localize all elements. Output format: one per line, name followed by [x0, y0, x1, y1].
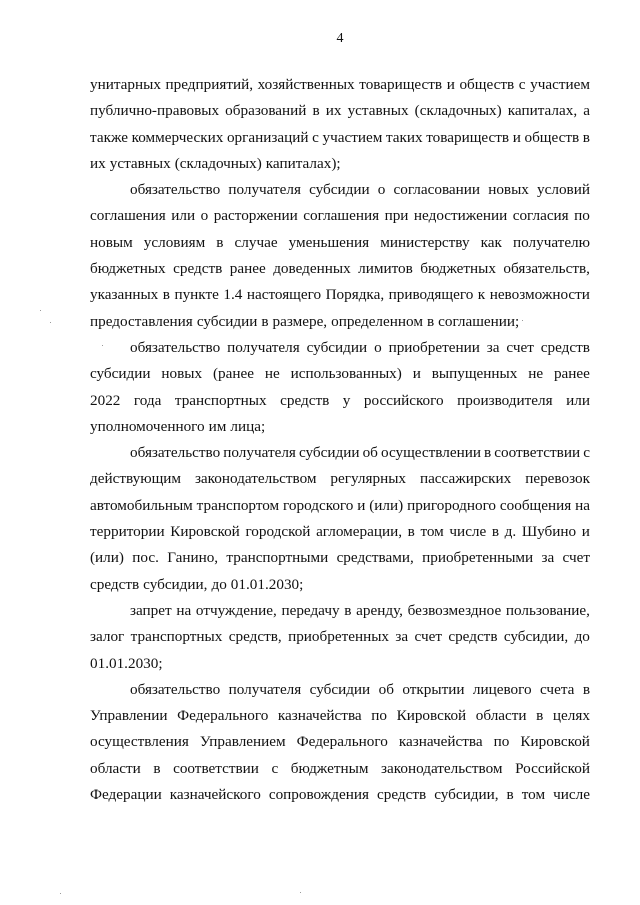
page-number: 4	[336, 31, 344, 46]
word: транспортных	[174, 391, 267, 409]
word: использованных)	[290, 365, 402, 383]
word: субсидии,	[434, 786, 499, 804]
word: участием	[530, 76, 590, 93]
word: приобретенных	[288, 628, 390, 646]
word: Федерации	[90, 786, 162, 804]
word: 2022	[90, 391, 121, 409]
word: коммерческих	[131, 128, 224, 146]
word: их	[325, 102, 342, 120]
word: д.	[504, 523, 517, 541]
word: сообщения	[499, 496, 572, 514]
text-line	[90, 703, 590, 729]
word: бюджетным	[290, 759, 369, 777]
word: открытии	[402, 680, 465, 698]
word: Федерального	[177, 707, 269, 725]
word: средств	[90, 575, 140, 593]
text-line	[90, 125, 590, 151]
word: новых	[488, 181, 529, 199]
text-line	[90, 729, 590, 755]
word: законодательством	[381, 759, 503, 777]
text-line	[90, 466, 590, 492]
word: Российской	[515, 759, 590, 777]
text-line	[90, 256, 590, 282]
word: автомобильным	[90, 496, 193, 514]
word: аренду,	[356, 601, 403, 619]
word: (или)	[90, 549, 124, 567]
word: передачу	[281, 601, 340, 619]
word: предприятий,	[165, 76, 254, 93]
word: соглашения	[303, 207, 380, 225]
word: с	[518, 76, 526, 93]
word: пункте	[174, 286, 219, 304]
word: обязательство	[130, 444, 221, 462]
word: или	[566, 391, 590, 409]
word: территории	[90, 523, 165, 541]
word: области	[90, 759, 141, 777]
word: и	[446, 76, 455, 93]
word: осуществления	[90, 733, 189, 751]
word: Управлением	[199, 733, 286, 751]
word: года	[133, 391, 162, 409]
word: транспортными	[226, 549, 329, 567]
word: по	[371, 707, 387, 725]
word: 01.01.2030;	[230, 575, 304, 593]
word: с	[583, 444, 590, 462]
word: унитарных	[90, 76, 161, 93]
word: транспортных	[130, 628, 223, 646]
text-line	[90, 414, 590, 440]
word: приобретенными	[422, 549, 534, 567]
word: в	[484, 444, 492, 462]
word: об	[378, 680, 394, 698]
word: условий	[537, 181, 590, 199]
word: пос.	[132, 549, 159, 567]
text-line	[90, 309, 590, 335]
word: пригородного	[407, 496, 497, 514]
word: ранее	[553, 365, 590, 383]
word: в	[582, 680, 590, 698]
word: субсидии	[298, 444, 360, 462]
word: образований	[225, 102, 307, 120]
word: том	[521, 786, 546, 804]
word: с	[312, 128, 319, 146]
word: получателя	[228, 680, 302, 698]
text-line	[90, 493, 590, 519]
word: пассажирских	[419, 470, 512, 488]
word: в	[426, 312, 435, 330]
word: законодательством	[194, 470, 317, 488]
word: средствами,	[336, 549, 414, 567]
word: министерству	[380, 233, 470, 251]
text-line	[90, 782, 590, 808]
word: уставных	[109, 154, 171, 172]
word: Шубино	[521, 523, 577, 541]
word: ранее	[229, 260, 266, 278]
word: счет	[562, 549, 590, 567]
word: с	[271, 759, 279, 777]
word: расторжении	[213, 207, 298, 225]
word: в	[407, 523, 415, 541]
word: бюджетных	[90, 260, 166, 278]
word: Порядка,	[325, 286, 385, 304]
word: бюджетных	[420, 260, 496, 278]
text-line	[90, 72, 590, 98]
text-line	[90, 440, 590, 466]
scan-speck	[40, 310, 41, 311]
document-body	[90, 72, 590, 808]
text-line	[90, 151, 590, 177]
scan-speck	[60, 893, 61, 894]
word: субсидии	[309, 181, 370, 199]
word: согласовании	[393, 181, 481, 199]
word: в	[344, 601, 352, 619]
word: уполномоченного	[90, 417, 205, 435]
word: счет	[506, 338, 534, 356]
word: и	[581, 523, 590, 541]
word: (складочных)	[414, 102, 502, 120]
word: приобретении	[388, 338, 480, 356]
word: предоставления	[90, 312, 193, 330]
word: действующим	[90, 470, 181, 488]
word: об	[362, 444, 378, 462]
word: сопровождения	[268, 786, 369, 804]
word: субсидии	[309, 680, 371, 698]
word: капиталах,	[507, 102, 578, 120]
word: Кировской	[170, 523, 240, 541]
word: на	[176, 601, 192, 619]
word: организаций	[226, 128, 309, 146]
word: за	[541, 549, 555, 567]
word: целях	[552, 707, 590, 725]
text-line	[90, 203, 590, 229]
word: их	[90, 154, 106, 172]
word: к	[477, 286, 486, 304]
word: в	[162, 286, 170, 304]
text-line	[90, 282, 590, 308]
text-line	[90, 545, 590, 571]
word: пользование,	[505, 601, 590, 619]
word: в	[506, 786, 514, 804]
word: (складочных)	[174, 154, 262, 172]
text-line	[90, 361, 590, 387]
word: выпущенных	[431, 365, 518, 383]
word: о	[374, 338, 382, 356]
word: до	[211, 575, 227, 593]
word: безвозмездное	[407, 601, 502, 619]
word: соглашения	[90, 207, 166, 225]
scan-speck	[300, 892, 301, 893]
word: средств	[280, 391, 330, 409]
word: субсидии	[196, 312, 258, 330]
word: недостижении	[413, 207, 508, 225]
word: как	[480, 233, 502, 251]
word: средств	[377, 786, 427, 804]
word: средств	[173, 260, 223, 278]
word: обязательство	[130, 338, 221, 356]
word: агломерации,	[316, 523, 403, 541]
word: до	[574, 628, 590, 646]
word: не	[528, 365, 544, 383]
scan-speck	[522, 320, 523, 321]
word: приводящего	[388, 286, 474, 304]
text-line	[90, 651, 590, 677]
word: соответствии	[173, 759, 259, 777]
word: хозяйственных	[257, 76, 355, 93]
word: таких	[385, 128, 423, 146]
word: казначейства	[398, 733, 483, 751]
word: случае	[234, 233, 278, 251]
text-line	[90, 230, 590, 256]
word: Федерального	[296, 733, 388, 751]
word: о	[377, 181, 386, 199]
word: за	[486, 338, 500, 356]
word: регулярных	[330, 470, 406, 488]
word: (ранее	[212, 365, 254, 383]
word: Управлении	[90, 707, 168, 725]
word: товариществ	[359, 76, 443, 93]
word: Ганино,	[167, 549, 219, 567]
word: на	[575, 496, 590, 514]
word: 1.4	[223, 286, 243, 304]
word: осуществлении	[380, 444, 481, 462]
word: публично-правовых	[90, 102, 220, 120]
word: указанных	[90, 286, 159, 304]
word: и	[357, 496, 366, 514]
word: им	[208, 417, 227, 435]
text-line	[90, 519, 590, 545]
word: получателя	[228, 181, 301, 199]
word: участием	[322, 128, 383, 146]
word: в	[153, 759, 161, 777]
word: в	[312, 102, 320, 120]
word: новым	[90, 233, 133, 251]
text-line	[90, 572, 590, 598]
word: Кировской	[520, 733, 590, 751]
word: обязательство	[130, 680, 221, 698]
word: определенном	[331, 312, 423, 330]
word: субсидии,	[143, 575, 208, 593]
word: товариществ	[426, 128, 510, 146]
word: транспортом	[196, 496, 280, 514]
word: или	[171, 207, 196, 225]
word: казначейства	[277, 707, 362, 725]
word: средств,	[228, 628, 282, 646]
word: уставных	[347, 102, 409, 120]
word: в	[536, 707, 544, 725]
word: числе	[553, 786, 590, 804]
text-line	[90, 335, 590, 361]
word: и	[512, 128, 521, 146]
word: а	[583, 102, 590, 120]
word: и	[412, 365, 421, 383]
word: обязательств,	[503, 260, 590, 278]
text-line	[90, 598, 590, 624]
text-line	[90, 677, 590, 703]
scan-speck	[50, 322, 51, 323]
word: по	[574, 207, 590, 225]
word: средств	[448, 628, 498, 646]
word: (или)	[369, 496, 404, 514]
word: субсидии	[90, 365, 151, 383]
word: размере,	[272, 312, 328, 330]
word: счет	[414, 628, 442, 646]
word: российского	[363, 391, 444, 409]
word: залог	[90, 628, 125, 646]
text-line	[90, 756, 590, 782]
word: числе	[449, 523, 487, 541]
word: за	[395, 628, 409, 646]
word: также	[90, 128, 128, 146]
word: лицевого	[472, 680, 532, 698]
word: согласия	[512, 207, 569, 225]
word: в	[582, 128, 590, 146]
word: о	[200, 207, 209, 225]
text-line	[90, 388, 590, 414]
word: в	[261, 312, 269, 330]
word: получателя	[223, 444, 296, 462]
word: соглашении;	[438, 312, 520, 330]
word: счета	[540, 680, 575, 698]
word: капиталах);	[265, 154, 341, 172]
text-line	[90, 177, 590, 203]
word: городского	[283, 496, 354, 514]
word: запрет	[130, 601, 172, 619]
word: перевозок	[525, 470, 590, 488]
text-line	[90, 98, 590, 124]
word: лимитов	[358, 260, 413, 278]
word: субсидии,	[503, 628, 569, 646]
word: обществ	[524, 128, 580, 146]
word: том	[420, 523, 444, 541]
word: лица;	[230, 417, 266, 435]
word: городской	[245, 523, 311, 541]
scan-speck	[102, 345, 103, 346]
word: отчуждение,	[195, 601, 277, 619]
word: соответствии	[494, 444, 581, 462]
word: 01.01.2030;	[90, 654, 163, 672]
word: новых	[161, 365, 203, 383]
word: при	[384, 207, 409, 225]
word: получателю	[513, 233, 590, 251]
word: уменьшения	[288, 233, 370, 251]
word: в	[216, 233, 224, 251]
word: в	[491, 523, 500, 541]
word: средств	[540, 338, 590, 356]
word: Кировской	[396, 707, 467, 725]
word: условиям	[143, 233, 206, 251]
word: субсидии	[306, 338, 368, 356]
word: обязательство	[130, 181, 221, 199]
word: доведенных	[273, 260, 351, 278]
word: не	[264, 365, 280, 383]
text-line	[90, 624, 590, 650]
word: обществ	[459, 76, 515, 93]
word: получателя	[227, 338, 300, 356]
word: производителя	[457, 391, 553, 409]
word: казначейского	[169, 786, 261, 804]
word: невозможности	[489, 286, 590, 304]
word: области	[475, 707, 527, 725]
word: у	[342, 391, 351, 409]
word: по	[493, 733, 510, 751]
word: настоящего	[246, 286, 322, 304]
